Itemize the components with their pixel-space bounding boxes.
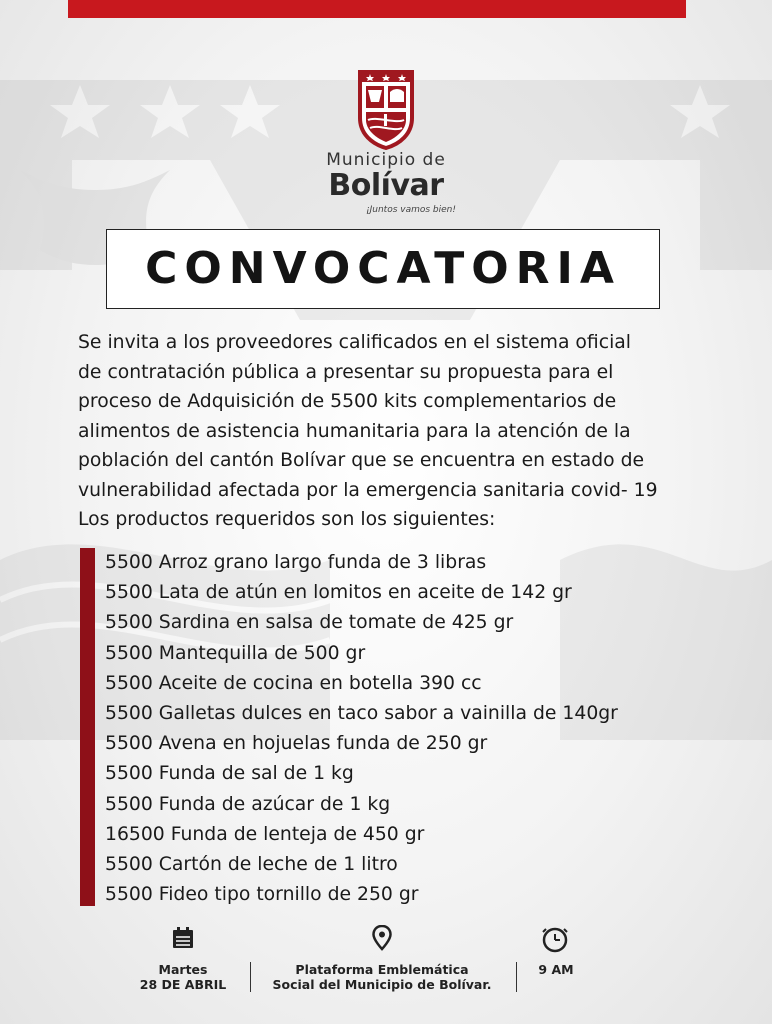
list-item: 5500 Cartón de leche de 1 litro <box>105 853 398 875</box>
intro-paragraph <box>78 328 718 535</box>
intro-line: población del cantón Bolívar que se encuentra en estado de <box>78 450 645 471</box>
list-item: 5500 Sardina en salsa de tomate de 425 gr <box>105 612 514 634</box>
product-list <box>105 548 618 910</box>
list-item: 5500 Funda de azúcar de 1 kg <box>105 793 391 815</box>
location-pin-icon <box>372 925 392 951</box>
top-red-bar <box>68 0 686 18</box>
page-title: CONVOCATORIA <box>145 243 621 294</box>
event-date <box>118 962 248 992</box>
intro-line: vulnerabilidad afectada por la emergencia sanitaria covid- 19 <box>78 479 658 501</box>
list-item: 5500 Avena en hojuelas funda de 250 gr <box>105 733 488 755</box>
event-place <box>256 962 508 992</box>
municipality-label: Municipio de <box>326 150 446 170</box>
intro-line: Se invita a los proveedores calificados en el sistema oficial <box>78 332 632 353</box>
municipality-shield-logo <box>356 68 416 150</box>
list-item: 5500 Funda de sal de 1 kg <box>105 763 354 785</box>
slogan: ¡Juntos vamos bien! <box>366 205 456 215</box>
calendar-icon <box>171 926 195 950</box>
list-accent-bar <box>80 548 95 906</box>
list-item: 16500 Funda de lenteja de 450 gr <box>105 823 425 845</box>
event-weekday: Martes <box>158 962 208 977</box>
list-item: 5500 Lata de atún en lomitos en aceite de 142 gr <box>105 582 572 604</box>
footer-divider <box>250 962 251 992</box>
footer-divider <box>516 962 517 992</box>
intro-line: alimentos de asistencia humanitaria para la atención de la <box>78 420 631 442</box>
list-item: 5500 Galletas dulces en taco sabor a vainilla de 140gr <box>105 702 618 724</box>
intro-line: proceso de Adquisición de 5500 kits complementarios de <box>78 391 617 412</box>
clock-icon <box>542 927 568 953</box>
list-item: 5500 Arroz grano largo funda de 3 libras <box>105 552 487 573</box>
list-item: 5500 Fideo tipo tornillo de 250 gr <box>105 884 419 906</box>
list-item: 5500 Mantequilla de 500 gr <box>105 642 366 664</box>
intro-line: Los productos requeridos son los siguientes: <box>78 509 496 530</box>
title-box <box>106 229 660 309</box>
municipality-name: Bolívar <box>328 168 444 203</box>
event-day: 28 DE ABRIL <box>139 977 227 992</box>
list-item: 5500 Aceite de cocina en botella 390 cc <box>105 672 482 694</box>
event-place-line2: Social del Municipio de Bolívar. <box>272 977 492 992</box>
intro-line: de contratación pública a presentar su propuesta para el <box>78 361 614 383</box>
event-time: 9 AM <box>538 962 574 977</box>
event-place-line1: Plataforma Emblemática <box>295 962 469 977</box>
